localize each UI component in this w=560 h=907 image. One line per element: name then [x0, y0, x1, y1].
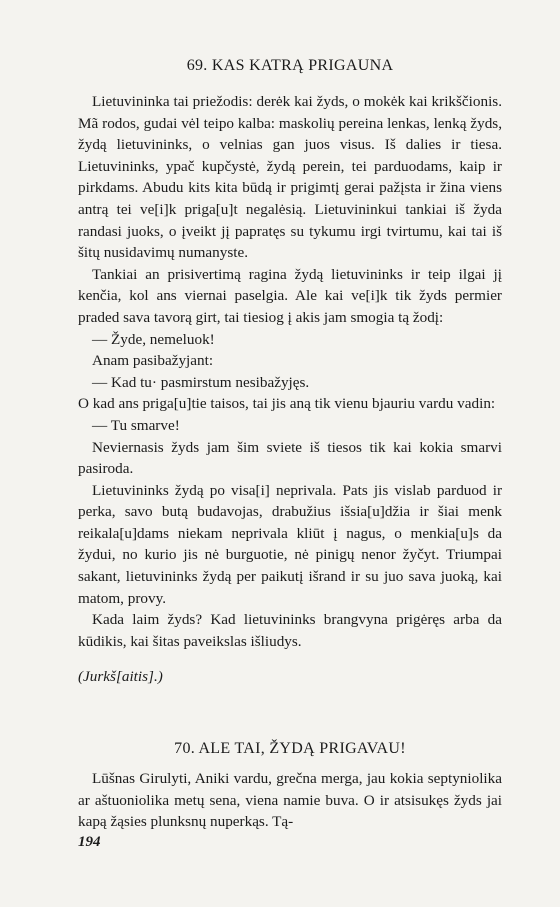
page-number: 194: [78, 834, 101, 850]
author-signature: (Jurkš[aitis].): [78, 668, 163, 686]
paragraph: Neviernasis žyds jam šim sviete iš tiesos tik kai kokia smarvi pasiroda.: [78, 438, 502, 478]
paragraph: Kada laim žyds? Kad lietuvininks brangvyna prigėręs arba da kūdikis, kai šitas paveikslas išliudys.: [78, 611, 502, 650]
section-69-title: 69. KAS KATRĄ PRIGAUNA: [186, 57, 394, 74]
dialog-line: — Tu smarve!: [92, 416, 180, 434]
section-69-body: [78, 91, 502, 688]
dialog-line: Anam pasibažyjant:: [92, 352, 214, 370]
paragraph: Tankiai an prisivertimą ragina žydą lietuvininks ir teip ilgai jį kenčia, kol ans viernai paselgia. Ale kai ve[i]k tik žyds permier praded sava tavorą girt, tai tiesiog į akis jam smogia tą žodį:: [78, 265, 502, 326]
paragraph: Lietuvininka tai priežodis: derėk kai žyds, o mokėk kai krikščionis. Mã rodos, gudai vėl teipo kalba: maskolių pereina lenkas, lenką žyds, žydą lietuvininks, o velnias gan juos visus. Iš dalies ir tiesa. Lietuvininks, ypač kupčystė, žydą perein, tei parduodams, kaip ir pirkdams. Abudu kits kita būdą ir prigimtį gerai pažįsta ir žina viens antrą tei ve[i]k priga[u]t negalėsią. Lietuvininkui tankiai iš žyda randasi juoks, o įveikt jį papratęs su tykumu irgi tvirtumu, kai tai iš šitų nusidavimų numanyste.: [78, 93, 502, 262]
section-70-title: 70. ALE TAI, ŽYDĄ PRIGAVAU!: [174, 740, 406, 757]
dialog-line: — Žyde, nemeluok!: [92, 330, 215, 348]
dialog-line: — Kad tu· pasmirstum nesibažyjęs.: [92, 373, 310, 391]
paragraph: O kad ans priga[u]tie taisos, tai jis aną tik vienu bjauriu vardu vadin:: [78, 395, 496, 413]
paragraph: Lietuvininks žydą po visa[i] neprivala. Pats jis vislab parduod ir perka, savo butą budavojas, drabužius išsia[u]džia ir šiai menk reikala[u]dams niekam neprivala kliūt į nagus, o menkia[u]s da žydui, no kurio jis nė burguotie, nė pinigų nenor žyčyt. Triumpai sakant, lietuvininks žydą per paikutį išrand ir su juo sava juoką, kai matom, provy.: [78, 481, 502, 607]
paragraph: Lūšnas Girulyti, Aniki vardu, grečna merga, jau kokia septyniolika ar aštuoniolika metų sena, viena namie buva. O ir atsisukęs žyds jai kapą žąsies plunksnų nuperkąs. Tą-: [78, 770, 502, 831]
section-70-body: [78, 768, 502, 833]
